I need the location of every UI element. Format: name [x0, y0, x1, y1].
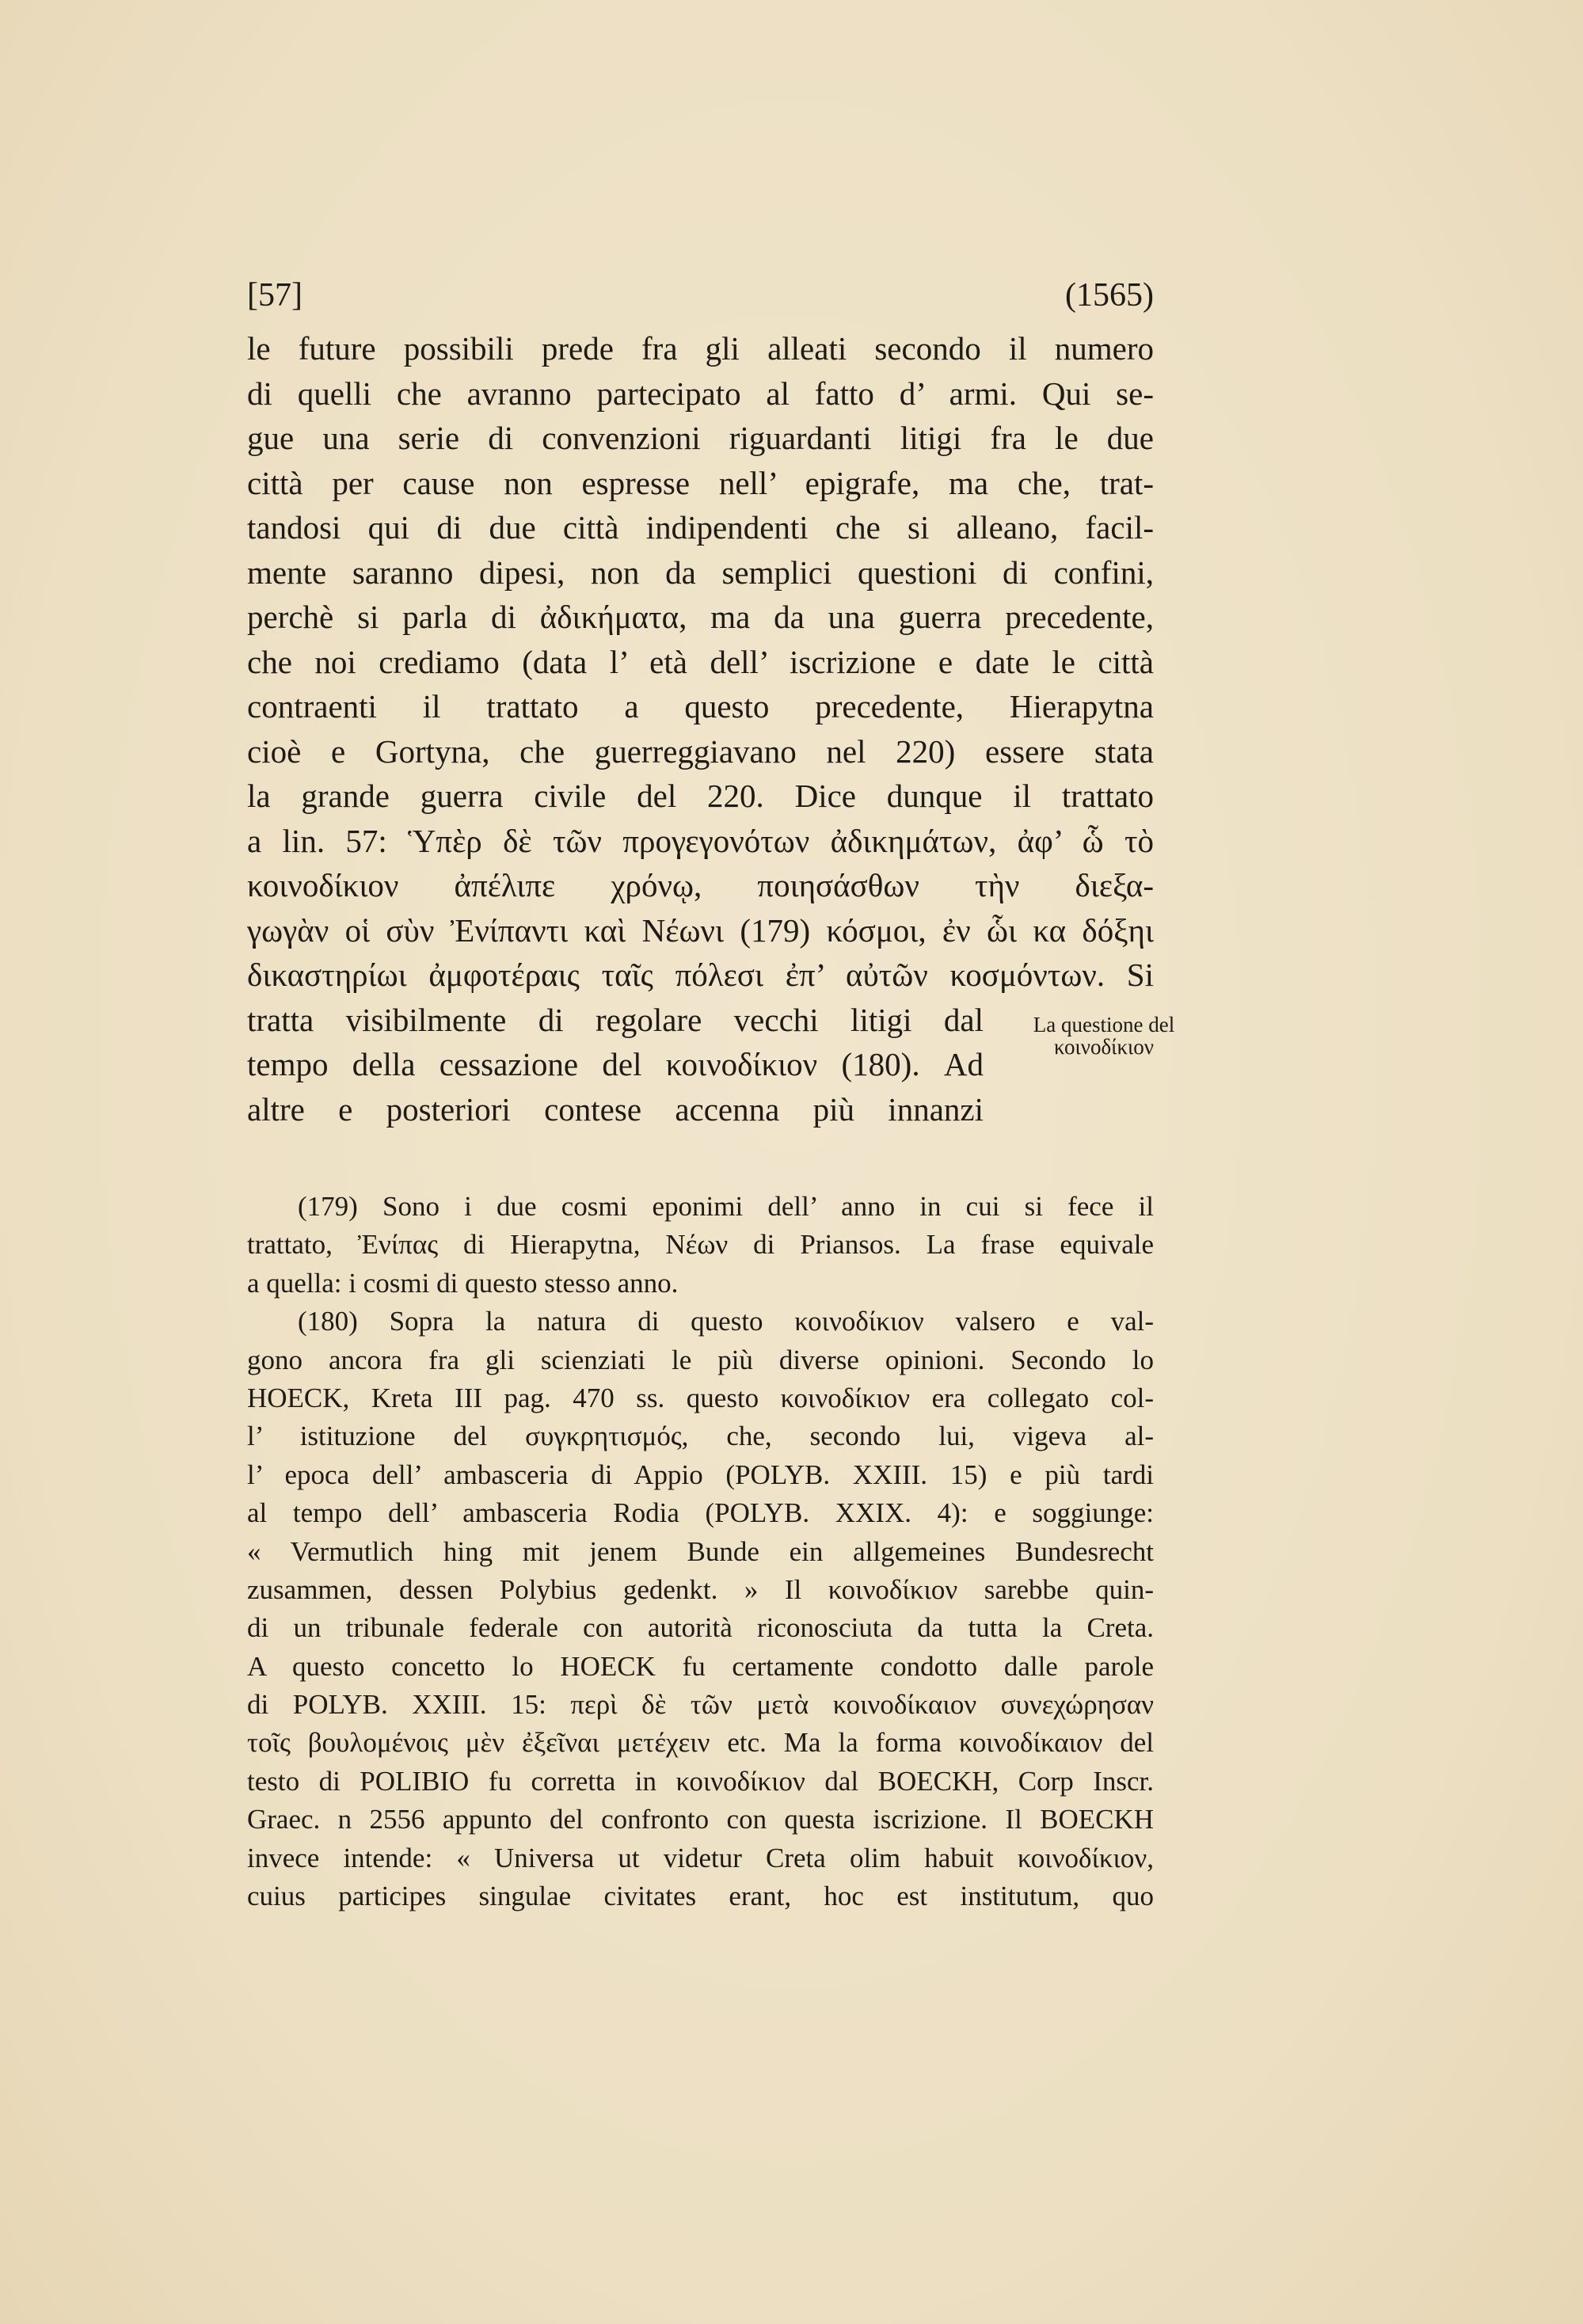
- footnote-179-line: (179) Sono i due cosmi eponimi dell’ anno in cui si fece il: [298, 1191, 1154, 1222]
- main-text: [247, 326, 1154, 1132]
- text-line: altre e posteriori contese accenna più innanzi: [247, 1090, 984, 1128]
- page-number-left: [57]: [247, 277, 303, 314]
- text-line: mente saranno dipesi, non da semplici questioni di confini,: [247, 553, 1154, 591]
- footnote-180-line: A questo concetto lo HOECK fu certamente condotto dalle parole: [247, 1650, 1154, 1682]
- text-line: tratta visibilmente di regolare vecchi litigi dal: [247, 1001, 984, 1038]
- footnotes: [247, 1188, 1154, 1915]
- footnote-180-line: HOECK, Kreta III pag. 470 ss. questo κοινοδίκιον era collegato col-: [247, 1382, 1154, 1413]
- text-line: gue una serie di convenzioni riguardanti litigi fra le due: [247, 420, 1154, 456]
- text-line: a lin. 57: Ὑπὲρ δὲ τῶν προγεγονότων ἀδικημάτων, ἀφ’ ὧ τὸ: [247, 822, 1154, 859]
- text-line: di quelli che avranno partecipato al fatto d’ armi. Qui se-: [247, 375, 1154, 412]
- footnote-180-line: al tempo dell’ ambasceria Rodia (POLYB. XXIX. 4): e soggiunge:: [247, 1497, 1154, 1529]
- footnote-180-line: « Vermutlich hing mit jenem Bunde ein allgemeines Bundesrecht: [247, 1535, 1154, 1567]
- footnote-180-line: l’ epoca dell’ ambasceria di Appio (POLYB. XXIII. 15) e più tardi: [247, 1459, 1154, 1490]
- text-line: le future possibili prede fra gli alleati secondo il numero: [247, 330, 1154, 367]
- footnote-180-line: di un tribunale federale con autorità riconosciuta da tutta la Creta.: [247, 1612, 1154, 1644]
- footnote-180-line: zusammen, dessen Polybius gedenkt. » Il κοινοδίκιον sarebbe quin-: [247, 1573, 1154, 1605]
- text-line: la grande guerra civile del 220. Dice dunque il trattato: [247, 778, 1154, 814]
- footnote-179-line: trattato, Ἐνίπας di Hierapytna, Νέων di Priansos. La frase equivale: [247, 1229, 1154, 1261]
- footnote-180-line: (180) Sopra la natura di questo κοινοδίκιον valsero e val-: [298, 1306, 1154, 1337]
- footnote-180-line: gono ancora fra gli scienziati le più diverse opinioni. Secondo lo: [247, 1344, 1154, 1375]
- text-line: cioè e Gortyna, che guerreggiavano nel 220) essere stata: [247, 732, 1154, 770]
- margin-note-line: La questione del: [1033, 1013, 1175, 1036]
- margin-note-line: κοινοδίκιον: [1053, 1035, 1155, 1059]
- footnote-180-line: invece intende: « Universa ut videtur Creta olim habuit κοινοδίκιον,: [247, 1842, 1154, 1873]
- text-line: perchè si parla di ἀδικήματα, ma da una guerra precedente,: [247, 599, 1154, 635]
- text-line: città per cause non espresse nell’ epigrafe, ma che, trat-: [247, 464, 1154, 501]
- page-number-right: (1565): [1065, 277, 1154, 314]
- footnote-180-line: cuius participes singulae civitates erant, hoc est institutum, quo: [247, 1881, 1154, 1912]
- text-line: tandosi qui di due città indipendenti che si alleano, facil-: [247, 509, 1154, 546]
- footnote-180-line: Graec. n 2556 appunto del confronto con questa iscrizione. Il BOECKH: [247, 1804, 1154, 1835]
- text-line: che noi crediamo (data l’ età dell’ iscrizione e date le città: [247, 643, 1154, 680]
- margin-note: [1001, 1014, 1207, 1058]
- text-line: γωγὰν οἱ σὺν Ἐνίπαντι καὶ Νέωνι (179) κόσμοι, ἐν ὧι κα δόξηι: [247, 911, 1154, 949]
- text-line: δικαστηρίωι ἀμφοτέραις ταῖς πόλεσι ἐπ’ αὐτῶν κοσμόντων. Si: [247, 957, 1154, 993]
- text-line: contraenti il trattato a questo precedente, Hierapytna: [247, 688, 1154, 725]
- running-head: [247, 273, 1154, 318]
- text-line: κοινοδίκιον ἀπέλιπε χρόνῳ, ποιησάσθων τὴν διεξα-: [247, 867, 1154, 903]
- footnote-180-line: l’ istituzione del συγκρητισμός, che, secondo lui, vigeva al-: [247, 1421, 1154, 1452]
- text-line: tempo della cessazione del κοινοδίκιον (180). Ad: [247, 1046, 984, 1082]
- footnote-180-line: di POLYB. XXIII. 15: περὶ δὲ τῶν μετὰ κοινοδίκαιον συνεχώρησαν: [247, 1689, 1154, 1721]
- footnote-180-line: τοῖς βουλομένοις μὲν ἐξεῖναι μετέχειν etc. Ma la forma κοινοδίκαιον del: [247, 1727, 1154, 1759]
- footnote-180-line: testo di POLIBIO fu corretta in κοινοδίκιον dal BOECKH, Corp Inscr.: [247, 1765, 1154, 1797]
- footnote-179-line: a quella: i cosmi di questo stesso anno.: [247, 1267, 679, 1299]
